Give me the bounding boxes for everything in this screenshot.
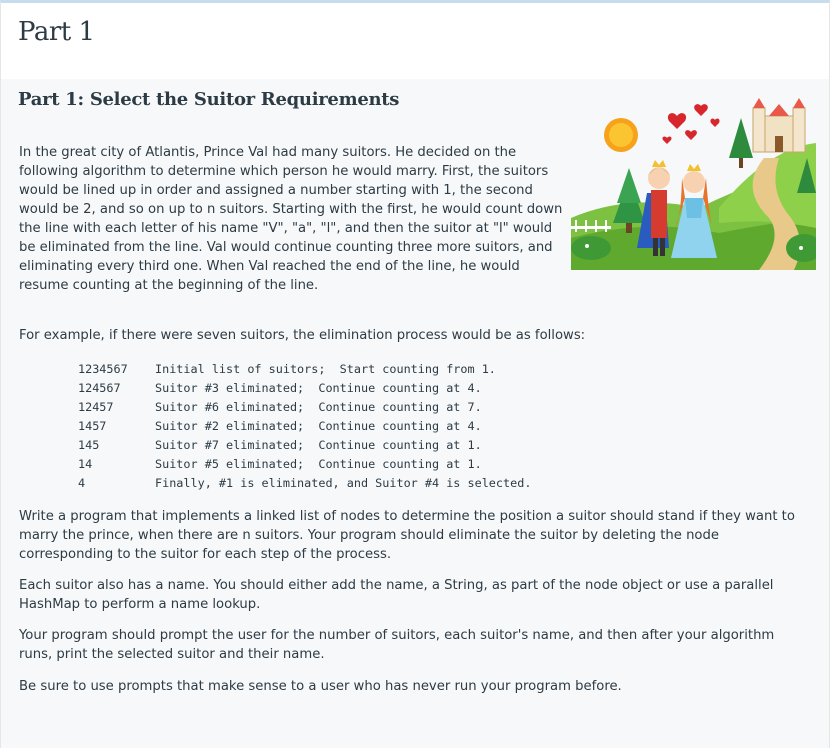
- example-row: [78, 360, 531, 379]
- example-desc: Suitor #6 eliminated; Continue counting at 7.: [155, 400, 482, 414]
- example-list: 1234567: [78, 362, 128, 376]
- example-desc: Suitor #7 eliminated; Continue counting at 1.: [155, 438, 482, 452]
- intro-paragraph: In the great city of Atlantis, Prince Val had many suitors. He decided on the following algorithm to determine which person he would marry. First, the suitors would be lined up in order and assigned a number starting with 1, the second would be 2, and so on up to n suitors. Starting with the first, he would count down the line with each letter of his name "V", "a", "l", and then the suitor at "l" would be eliminated from the line. Val would continue counting three more suitors, and eliminating every third one. When Val reached the end of the line, he would resume counting at the beginning of the line.: [19, 145, 563, 293]
- example-row: [78, 398, 531, 417]
- example-row: [78, 379, 531, 398]
- example-list: 12457: [78, 400, 114, 414]
- program-paragraph: Write a program that implements a linked list of nodes to determine the position a suitor should stand if they want to marry the prince, when there are n suitors. Your program should eliminate the suitor by deleting the node corresponding to the suitor for each step of the process.: [19, 509, 795, 562]
- example-list: 1457: [78, 419, 107, 433]
- example-desc: Suitor #2 eliminated; Continue counting at 4.: [155, 419, 482, 433]
- prompts-sense-paragraph: Be sure to use prompts that make sense to a user who has never run your program before.: [19, 679, 622, 694]
- example-row: [78, 417, 531, 436]
- section-title: Part 1: Select the Suitor Requirements: [18, 89, 400, 110]
- example-row: [78, 474, 531, 493]
- content-area: [1, 79, 829, 748]
- example-intro: For example, if there were seven suitors, the elimination process would be as follows:: [19, 328, 586, 343]
- example-desc: Initial list of suitors; Start counting from 1.: [155, 362, 496, 376]
- page-title: Part 1: [18, 17, 95, 47]
- example-list: 124567: [78, 381, 121, 395]
- example-list: 14: [78, 457, 93, 471]
- example-desc: Finally, #1 is eliminated, and Suitor #4 is selected.: [155, 476, 532, 490]
- prince-princess-illustration: [569, 98, 816, 270]
- elimination-example: [78, 360, 531, 493]
- page-header: [1, 3, 829, 79]
- example-desc: Suitor #5 eliminated; Continue counting at 1.: [155, 457, 482, 471]
- example-row: [78, 436, 531, 455]
- name-paragraph: Each suitor also has a name. You should either add the name, a String, as part of the node object or use a parallel HashMap to perform a name lookup.: [19, 578, 774, 612]
- example-list: 4: [78, 476, 86, 490]
- prompt-paragraph: Your program should prompt the user for the number of suitors, each suitor's name, and then after your algorithm runs, print the selected suitor and their name.: [19, 628, 775, 662]
- example-list: 145: [78, 438, 100, 452]
- example-desc: Suitor #3 eliminated; Continue counting at 4.: [155, 381, 482, 395]
- example-row: [78, 455, 531, 474]
